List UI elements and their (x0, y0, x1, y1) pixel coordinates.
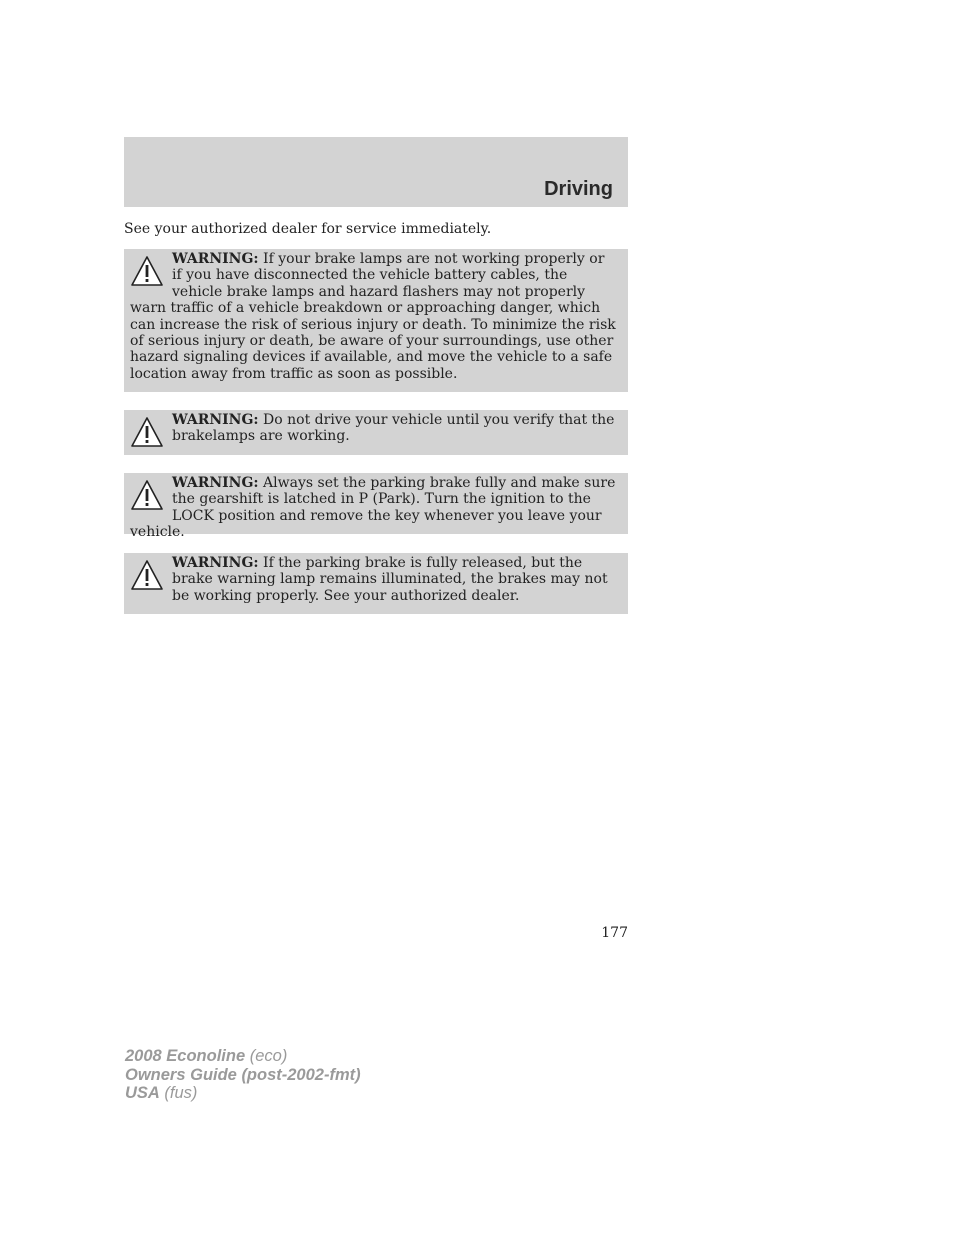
warning-triangle-icon (130, 559, 164, 592)
section-title: Driving (544, 178, 613, 200)
warning-triangle-icon (130, 255, 164, 288)
warning-label: WARNING: (172, 251, 259, 267)
document-footer (125, 1047, 361, 1103)
warning-box-brake-lamps (124, 249, 628, 392)
page-number: 177 (601, 925, 628, 941)
footer-line-market: USA (fus) (125, 1084, 198, 1102)
warning-box-parking-brake-set (124, 473, 628, 541)
warning-text: Always set the parking brake fully and make sure the gearshift is latched in P (Park). Turn the ignition to the LOCK position and remove the key whenever you leave your vehicle. (130, 475, 616, 541)
warning-box-brake-lamp-illuminated (124, 553, 628, 614)
warning-triangle-icon (130, 479, 164, 512)
warning-label: WARNING: (172, 555, 259, 571)
warning-label: WARNING: (172, 475, 259, 491)
intro-paragraph: See your authorized dealer for service immediately. (124, 221, 492, 237)
warning-text: If your brake lamps are not working properly or if you have disconnected the vehicle battery cables, the vehicle brake lamps and hazard flashers may not properly warn traffic of a vehicle breakdown or approaching danger, which can increase the risk of serious injury or death. To minimize the risk of serious injury or death, be aware of your surroundings, use other hazard signaling devices if available, and move the vehicle to a safe location away from traffic as soon as possible. (130, 251, 616, 382)
warning-text: If the parking brake is fully released, but the brake warning lamp remains illuminated, the brakes may not be working properly. See your authorized dealer. (172, 555, 608, 604)
footer-line-model: 2008 Econoline (eco) (125, 1047, 288, 1065)
warning-text: Do not drive your vehicle until you verify that the brakelamps are working. (172, 412, 615, 445)
warning-box-verify-brakelamps (124, 410, 628, 455)
footer-line-guide: Owners Guide (post-2002-fmt) (125, 1065, 361, 1084)
section-header (124, 137, 628, 207)
warning-triangle-icon (130, 416, 164, 449)
warning-label: WARNING: (172, 412, 259, 428)
